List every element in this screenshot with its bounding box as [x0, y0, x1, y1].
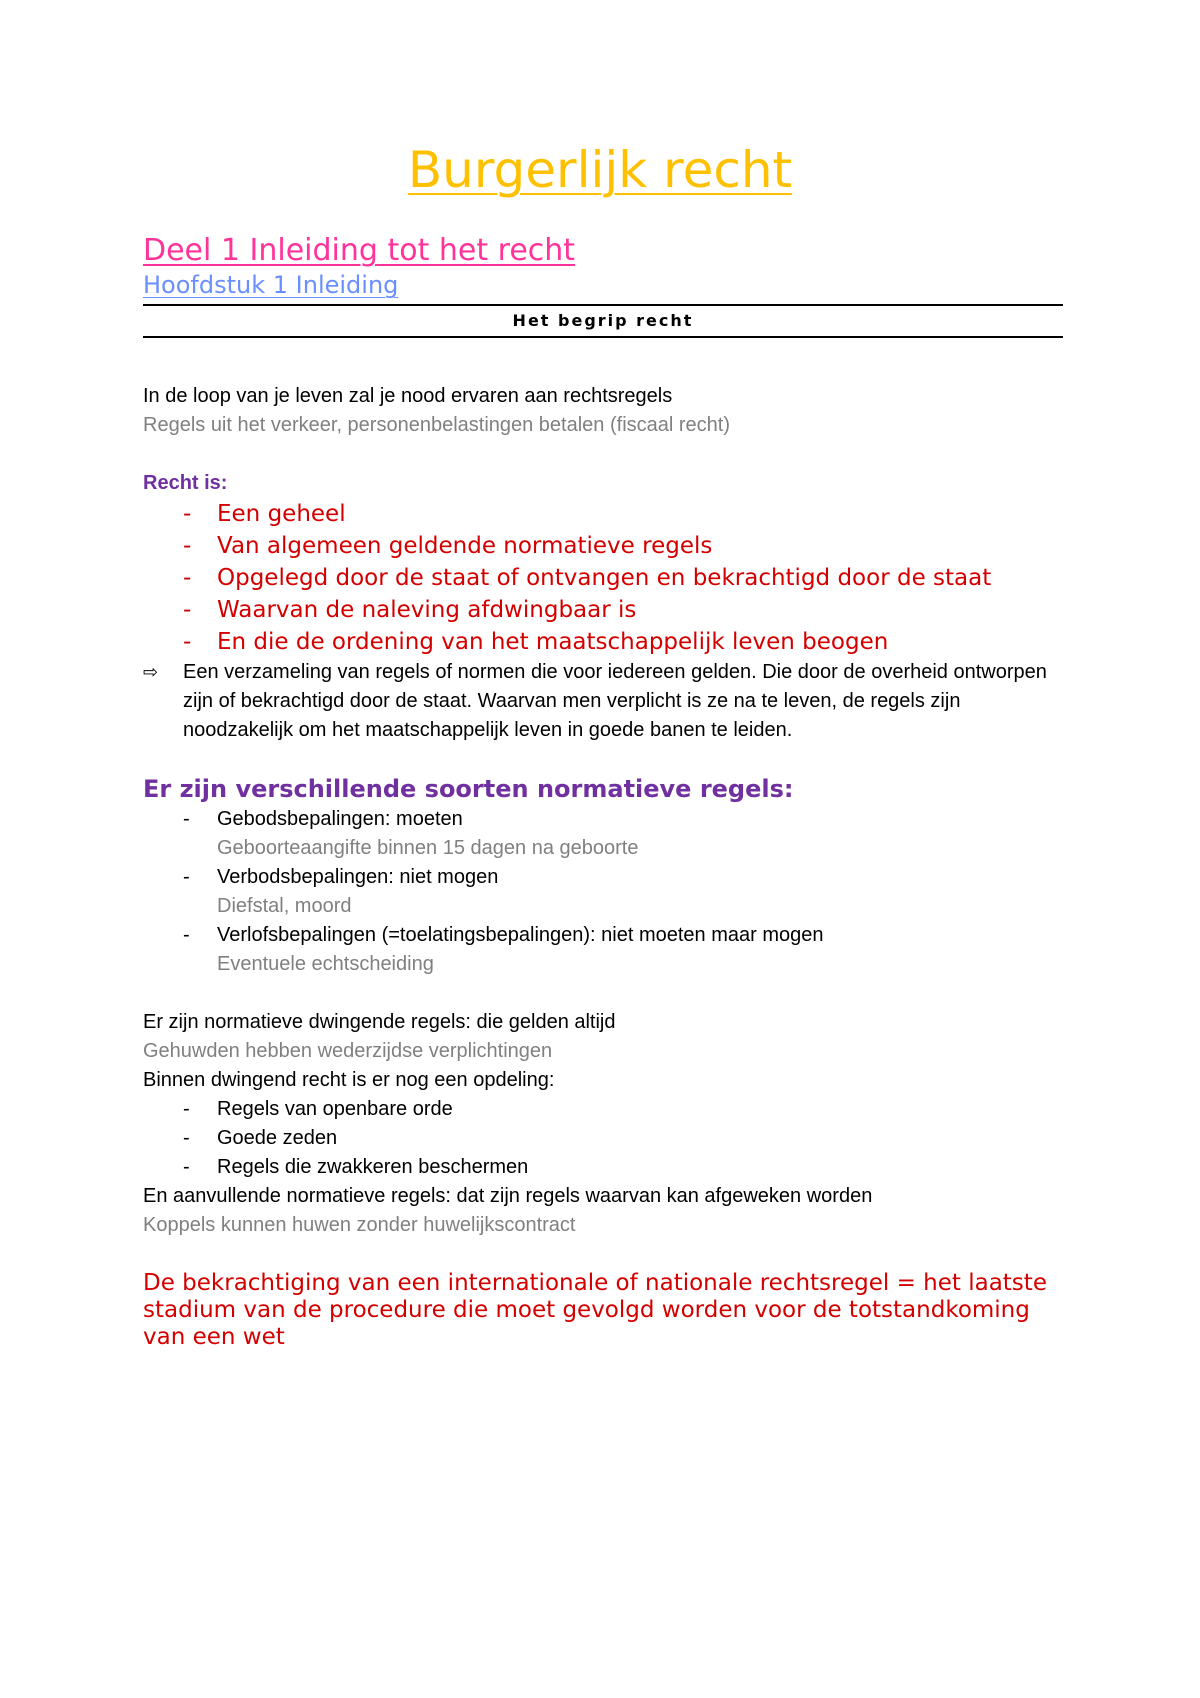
list-item: - Regels van openbare orde	[183, 1095, 1063, 1124]
list-item: - Verbodsbepalingen: niet mogen	[183, 863, 1063, 892]
dwingend-line: Er zijn normatieve dwingende regels: die gelden altijd	[143, 1011, 616, 1033]
dwingend-example: Gehuwden hebben wederzijdse verplichtingen	[143, 1040, 553, 1062]
arrow-right-outline-icon: ⇨	[143, 662, 159, 683]
document-content	[143, 232, 1063, 1351]
part-heading: Deel 1 Inleiding tot het recht	[143, 233, 576, 268]
summary-row	[143, 658, 1063, 745]
bekrachtiging-paragraph: De bekrachtiging van een internationale of nationale rechtsregel = het laatste stadium van de procedure die moet gevolgd worden voor de totstandkoming van een wet	[143, 1270, 1047, 1350]
list-item: - Opgelegd door de staat of ontvangen en bekrachtigd door de staat	[183, 562, 1063, 594]
recht-is-list	[143, 498, 1063, 658]
recht-is-label: Recht is:	[143, 472, 228, 494]
soorten-heading: Er zijn verschillende soorten normatieve regels:	[143, 775, 794, 803]
intro-example: Regels uit het verkeer, personenbelastingen betalen (fiscaal recht)	[143, 414, 731, 436]
aanvullend-example: Koppels kunnen huwen zonder huwelijkscontract	[143, 1214, 576, 1236]
soorten-list	[143, 805, 1063, 979]
summary-text: Een verzameling van regels of normen die voor iedereen gelden. Die door de overheid ontworpen zijn of bekrachtigd door de staat. Waarvan men verplicht is ze na te leven, de regels zijn noodzakelijk om het maatschappelijk leven in goede banen te leiden.	[183, 661, 1047, 741]
chapter-heading: Hoofdstuk 1 Inleiding	[143, 271, 399, 299]
list-item: - Regels die zwakkeren beschermen	[183, 1153, 1063, 1182]
document-title: Burgerlijk recht	[407, 141, 793, 199]
intro-line: In de loop van je leven zal je nood ervaren aan rechtsregels	[143, 385, 673, 407]
list-item-example: Diefstal, moord	[217, 895, 352, 917]
aanvullend-line: En aanvullende normatieve regels: dat zijn regels waarvan kan afgeweken worden	[143, 1185, 873, 1207]
list-item-example: Geboorteaangifte binnen 15 dagen na geboorte	[217, 837, 639, 859]
dwingend-block	[143, 1008, 1063, 1240]
dwingend-opdeling: Binnen dwingend recht is er nog een opdeling:	[143, 1069, 555, 1091]
list-item: - En die de ordening van het maatschappelijk leven beogen	[183, 626, 1063, 658]
list-item: - Een geheel	[183, 498, 1063, 530]
list-item: - Verlofsbepalingen (=toelatingsbepalingen): niet moeten maar mogen	[183, 921, 1063, 950]
list-item: - Gebodsbepalingen: moeten	[183, 805, 1063, 834]
list-item: - Goede zeden	[183, 1124, 1063, 1153]
list-item: - Waarvan de naleving afdwingbaar is	[183, 594, 1063, 626]
intro-block	[143, 382, 1063, 440]
section-band: Het begrip recht	[143, 304, 1063, 338]
list-item-example: Eventuele echtscheiding	[217, 953, 434, 975]
list-item: - Van algemeen geldende normatieve regels	[183, 530, 1063, 562]
